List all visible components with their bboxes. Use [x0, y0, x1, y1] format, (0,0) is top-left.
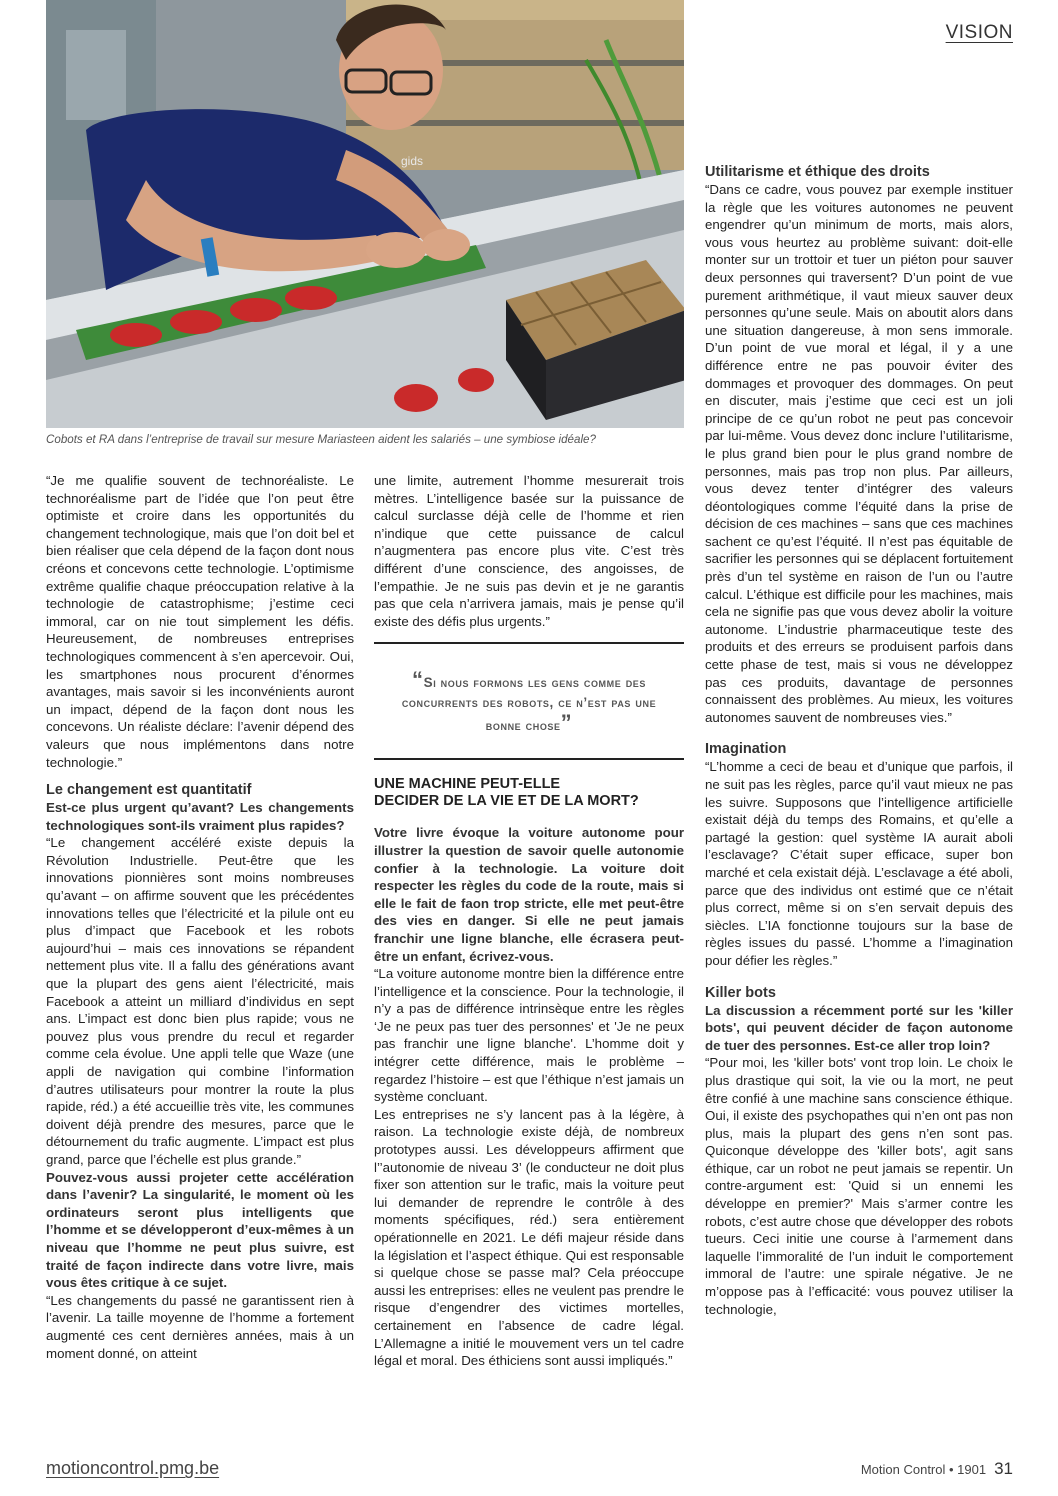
subheading-imagination: Imagination [705, 741, 787, 758]
subheading-quantitatif: Le changement est quantitatif [46, 782, 252, 799]
article-photo [46, 0, 684, 428]
answer-4: “Dans ce cadre, vous pouvez par exemple instituer la règle que les voitures autonomes ne peuvent engendrer qu’un minimum de morts, mais alors, vous vous heurtez au problème suivant: doit-elle monter sur un trottoir et tuer un piéton pour sauver deux personnes qui traversent? D’un point de vue purement arithmétique, il vaut mieux sauver deux personnes qu’une seule. Mais on aboutit alors dans une situation dangereuse, à mon sens immorale. D’un point de vue moral et légal, il y a une différence entre ne pas pouvoir éviter des dommages et provoquer des dommages. On peut en discuter, mais j’estime que ceci est un joli principe de ce qu’un robot ne peut pas concevoir par lui-même. Vous devez donc inclure l’utilitarisme, le plus grand bien pour le plus grand nombre de personnes, mais pas trop non plus. Par ailleurs, vous devez tenter d’intégrer des valeurs déontologiques comme l’équité dans la prise de décision de ces machines – sans que ces machines sachent ce qu’est l’équité. Il n’est pas équitable de sacrifier les personnes qui se déplacent fortuitement près d’un tel système en raison de l’un ou l’autre calcul. L’éthique est difficile pour les machines, mais cela ne signifie pas que vous devez abolir la voiture autonome. L’industrie pharmaceutique teste des produits et des erreurs se produisent parfois dans cette phase de test, mais si vous ne développez pas ces produits, davantage de personnes connaissent des problèmes. Au mieux, les voitures autonomes sauvent de nombreuses vies.” [705, 182, 1013, 725]
footer-issue [861, 1459, 1013, 1479]
pull-quote-text: Si nous formons les gens comme des concurrents des robots, ce n’est pas une bonne chose [401, 675, 657, 734]
answer-2: “Les changements du passé ne garantissent rien à l’avenir. La taille moyenne de l’homme a fortement augmenté ces cent dernières années, mais à un moment donné, on atteint [46, 1292, 354, 1361]
photo-caption: Cobots et RA dans l’entreprise de travail sur mesure Mariasteen aident les salariés – une symbiose idéale? [46, 433, 596, 446]
heading-machine-line-2: DECIDER DE LA VIE ET DE LA MORT? [374, 793, 639, 810]
footer-url-link[interactable]: motioncontrol.pmg.be [46, 1458, 220, 1478]
column-2 [374, 472, 684, 1370]
pull-quote-close-mark: ” [560, 710, 573, 736]
pull-quote [374, 642, 684, 760]
answer-5: “L’homme a ceci de beau et d’unique que parfois, il ne suit pas les règles, parce qu’il vaut mieux ne pas les suivre. Supposons que l’intelligence artificielle existait déjà du temps des Romains, et qu’elle a partagé la gestion: quel système IA aurait aboli l’esclavage? C’était super efficace, super bon marché et cela existait déjà. L’esclavage a été aboli, parce que des individus ont estimé que ce n’était plus correct, même si on s’en servait depuis des siècles. L’IA fonctionne toujours sur la base de règles issues du passé. L’homme a l’imagination pour défier les règles.” [705, 759, 1013, 968]
section-tag: VISION [945, 22, 1013, 43]
page-number: 31 [994, 1459, 1013, 1478]
continuation-paragraph: une limite, autrement l’homme mesurerait trois mètres. L’intelligence basée sur la puissance de calcul surclasse déjà celle de l’homme et rien n’indique que cette puissance de calcul n’augmentera pas encore plus vite. C’est très différent d’une conscience, des angoisses, de l’empathie. Je ne suis pas devin et je ne garantis pas que cela n’arrivera jamais, mais je pense qu’il existe des défis plus urgents.” [374, 473, 684, 629]
column-1 [46, 472, 354, 1362]
footer-magazine: Motion Control • 1901 [860, 1462, 987, 1477]
question-2: Pouvez-vous aussi projeter cette accélération dans l’avenir? La singularité, le moment où les ordinateurs seront plus intelligents que l’homme et se développeront d’eux-mêmes à un niveau que l’homme ne peut plus suivre, est traité de façon indirecte dans votre livre, mais vous êtes critique à ce sujet. [46, 1169, 354, 1291]
answer-6: “Pour moi, les 'killer bots' vont trop loin. Le choix le plus drastique qui soit, la vie ou la mort, ne peut être confié à une machine sans conscience éthique. Oui, il existe des psychopathes qui n’en ont pas non plus, mais la plupart des gens n’en sont pas. Quiconque développe des 'killer bots', agit sans éthique, car un robot ne peut jamais se repentir. Un contre-argument est: 'Quid si un ennemi les développe en premier?' Mais s’armer contre les robots, c’est autre chose que développer des robots tueurs. Ceci initie une course à l’armement dans laquelle l’immoralité de l’un induit le comportement immoral de l’autre: une spirale négative. Je ne m’oppose pas à l’efficacité: vous pouvez utiliser la technologie, [705, 1055, 1013, 1317]
intro-paragraph: “Je me qualifie souvent de technoréaliste. Le technoréalisme part de l’idée que l’on peut être optimiste et croire dans les opportunités du changement technologique, mais que l’on doit bel et bien réaliser que cela dépend de la façon dont nous créons et concevons cette technologie. L’optimisme extrême qualifie chaque préoccupation relative à la technologie de catastrophisme; j’estime ceci immoral, car on nie tout simplement les défis. Heureusement, de nombreuses entreprises technologiques commencent à s’en apercevoir. Oui, les smartphones nous procurent d’énormes avantages, mais savoir si les inconvénients auront un impact, dépend de la façon dont nous les concevons. Un réaliste déclare: l’avenir dépend des valeurs que nous implémentons dans notre technologie.” [46, 473, 354, 770]
subheading-utilitarisme: Utilitarisme et éthique des droits [705, 164, 930, 180]
answer-1: “Le changement accéléré existe depuis la Révolution Industrielle. Peut-être que les innovations pionnières sont moins nombreuses qu’avant – on affirme souvent que les précédentes innovations telles que l’électricité et la pilule ont eu plus d’impact que Facebook et les robots aujourd’hui – mais ces innovations se répandent nettement plus vite. Il a fallu des générations avant que la plupart des gens aient l’électricité, mais Facebook a atteint un milliard d’individus en sept ans. L’impact est donc bien plus rapide; vous ne pouvez plus vous prendre du recul et regarder comme cela évolue. Une appli telle que Waze (une appli de navigation qui combine l’information d’autres utilisateurs pour montrer la route la plus rapide, réd.) a été accueillie très vite, les communes doivent déjà prendre des mesures, parce que le détournement du trafic augmente. L’impact est plus grand, parce que l’échelle est plus grande.” [46, 835, 354, 1167]
question-3: Votre livre évoque la voiture autonome pour illustrer la question de savoir quelle autonomie confier à la technologie. La voiture doit respecter les règles du code de la route, mais si elle le fait de faon trop stricte, elle met peut-être des vies en danger. Si elle ne peut jamais franchir une ligne blanche, elle écrasera peut-être un enfant, écrivez-vous. [374, 825, 684, 964]
shirt-logo-text: gids [401, 154, 424, 168]
answer-3: “La voiture autonome montre bien la différence entre l’intelligence et la conscience. Pour la technologie, il n’y a pas de différence intrinsèque entre les règles ‘Je ne peux pas tuer des personnes' et 'Je ne peux pas franchir une ligne blanche'. L’homme doit y intégrer cette différence, mais le problème – regardez l’histoire – est que l’éthique n’est jamais un système concluant. [374, 966, 684, 1105]
subheading-killer-bots: Killer bots [705, 984, 776, 1001]
photo-illustration [46, 0, 684, 428]
pull-quote-open-mark: “ [411, 667, 424, 693]
answer-3b: Les entreprises ne s’y lancent pas à la légère, à raison. La technologie existe déjà, de nombreux prototypes aussi. Les développeurs affirment que l’’autonomie de niveau 3’ (le conducteur ne doit plus fixer son attention sur le trafic, mais la voiture peut lui demander de reprendre le contrôle à des moments spécifiques, réd.) sera entièrement opérationnelle en 2021. Le défi majeur réside dans la législation et l’aspect éthique. Qui est responsable si quelque chose se passe mal? Cela préoccupe aussi les entreprises: elles ne veulent pas prendre le risque d’engendrer des victimes mortelles, certainement en l’absence de cadre légal. L’Allemagne a initié le mouvement vers un tel cadre légal et moral. Des éthiciens sont aussi impliqués.” [374, 1106, 684, 1369]
question-1: Est-ce plus urgent qu’avant? Les changements technologiques sont-ils vraiment plus rapides? [46, 800, 354, 833]
question-6: La discussion a récemment porté sur les 'killer bots', qui peuvent décider de façon autonome de tuer des personnes. Est-ce aller trop loin? [705, 1002, 1013, 1053]
column-3 [705, 163, 1013, 1318]
heading-machine-line-1: UNE MACHINE PEUT-ELLE [374, 776, 561, 793]
